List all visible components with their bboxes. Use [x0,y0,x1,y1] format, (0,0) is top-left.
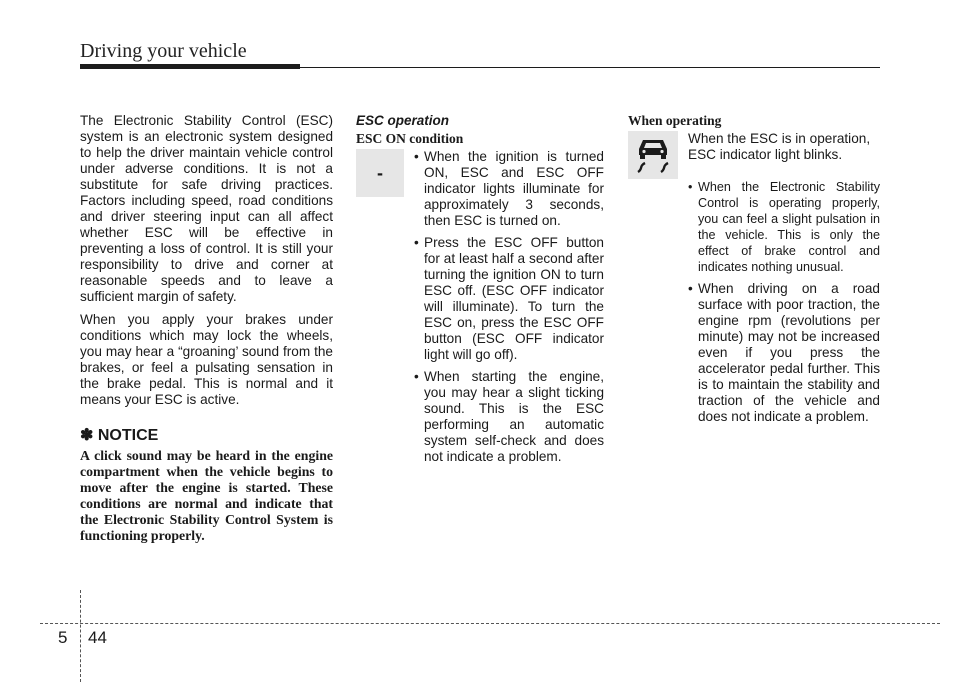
braking-paragraph: When you apply your brakes under conditions which may lock the wheels, you may hear a “groaning’ sound from the brakes, or feel a pulsating sensation in the brake pedal. This is normal and it means your ESC is active. [80,312,333,407]
intro-paragraph: The Electronic Stability Control (ESC) system is an electronic system designed to help the driver maintain vehicle control under adverse conditions. It is not a substitute for safe driving practices. Factors including speed, road conditions and driver steering input can all affect whether ESC will be effective in preventing a loss of control. It is still your responsibility to drive and corner at reasonable speeds and to leave a sufficient margin of safety. [80,113,333,304]
notice-symbol-icon: ✽ [80,427,94,444]
column-right [628,113,880,431]
notice-body: A click sound may be heard in the engine compartment when the vehicle begins to move after the engine is started. These conditions are normal and indicate that the Electronic Stability Control System is functioning properly. [80,448,333,543]
indicator-placeholder-icon: - [356,149,404,197]
when-operating-row [628,131,880,179]
notice-title: NOTICE [97,427,159,444]
list-item: • When the ignition is turned ON, ESC and ESC OFF indicator lights illuminate for approximately 3 seconds, then ESC is turned on. [414,149,604,229]
header-bar [80,64,300,69]
page-number: 44 [88,628,107,647]
list-item: • When the Electronic Stability Control is operating properly, you can feel a slight pulsation in the vehicle. This is only the effect of brake control and indicates nothing unusual. [688,179,880,275]
list-item: • When starting the engine, you may hear a slight ticking sound. This is the ESC performing an automatic system self-check and does not indicate a problem. [414,369,604,465]
list-item: • When driving on a road surface with poor traction, the engine rpm (revolutions per minute) may not be increased even if you press the accelerator pedal further. This is to maintain the stability and traction of the vehicle and does not indicate a problem. [688,281,880,425]
footer-rule [40,623,940,624]
chapter-number: 5 [58,628,68,647]
footer-divider [80,590,81,682]
when-operating-intro: When the ESC is in operation, ESC indicator light blinks. [688,131,871,162]
esc-on-bullet-list [414,149,604,471]
page-header-title: Driving your vehicle [80,40,247,62]
column-left [80,113,333,544]
column-middle [356,113,604,471]
esc-skid-car-icon [634,136,672,174]
when-operating-bullet-list [688,179,880,425]
notice-heading [80,428,333,444]
esc-on-condition-title: ESC ON condition [356,131,464,146]
esc-indicator-icon [628,131,678,179]
when-operating-title: When operating [628,113,722,128]
esc-on-condition-row [356,149,604,471]
header-rule [300,67,880,68]
section-title: ESC operation [356,113,450,128]
list-item: • Press the ESC OFF button for at least half a second after turning the ignition ON to turn ESC off. (ESC OFF indicator will illuminate). To turn the ESC on, press the ESC OFF button (ESC OFF indicator light will go off). [414,235,604,363]
